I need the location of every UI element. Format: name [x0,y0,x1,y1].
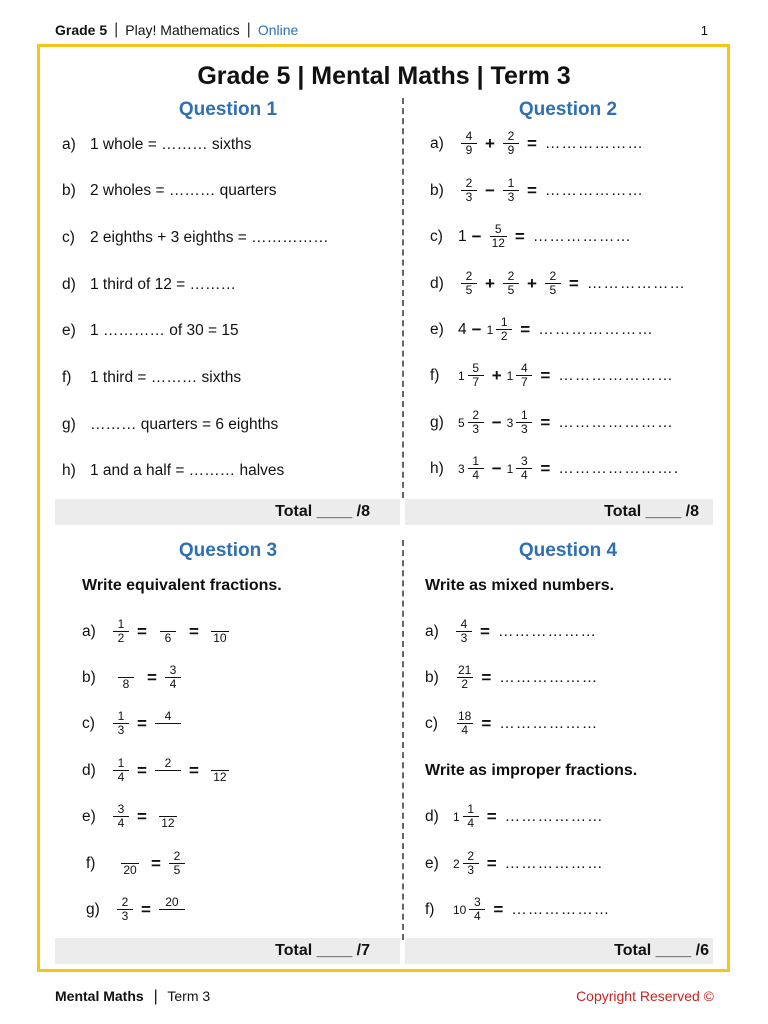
q1-total: Total ____ /8 [55,499,400,525]
operator: + [526,273,537,293]
numerator: 2 [164,756,172,770]
answer-blank: ……………… [544,181,644,199]
denominator: 4 [113,770,129,784]
numerator: 4 [460,617,468,631]
numerator: 4 [164,709,172,723]
fraction [456,664,473,691]
q4-item-e [425,850,604,877]
numerator: 1 [507,176,515,190]
whole-part: 1 [486,322,494,337]
item-label: h) [430,459,444,477]
item-label: e) [82,807,96,825]
denominator: 12 [161,816,175,830]
item-label: f) [86,854,96,872]
q1-item-g [62,416,278,434]
numerator: 2 [507,129,515,143]
numerator: 2 [467,849,475,863]
header-separator: | [114,21,119,38]
fraction [155,618,181,645]
question-3-heading: Question 3 [178,540,278,561]
item-label: b) [425,668,439,686]
numerator: 20 [165,895,179,909]
equals-sign: = [188,760,199,780]
q1-item-b [62,182,277,200]
item-label: b) [62,182,76,199]
item-label: d) [62,276,76,293]
numerator: 3 [474,895,481,909]
q2-item-g [430,409,674,436]
equals-sign: = [514,226,525,246]
denominator: 4 [469,909,485,923]
item-text: ……… quarters = 6 eighths [90,416,279,433]
numerator: 18 [458,709,472,723]
item-label: a) [82,622,96,640]
item-label: d) [82,761,96,779]
equals-sign: = [526,133,537,153]
item-label: f) [62,369,72,386]
q1-item-c [62,229,329,247]
q4-item-c [425,710,598,737]
operator: − [491,412,502,432]
q2-item-f [430,362,674,389]
numerator: 4 [465,129,473,143]
numerator: 3 [520,454,528,468]
item-label: g) [86,900,100,918]
answer-blank: ……………… [504,854,604,872]
denominator-blank [155,770,181,784]
denominator: 3 [117,909,133,923]
numerator-blank [113,664,139,677]
item-label: g) [430,413,444,431]
mixed-number [453,896,488,923]
equals-sign: = [480,621,490,641]
fraction [165,664,181,691]
numerator: 1 [117,756,125,770]
denominator: 4 [165,677,181,691]
equals-sign: = [481,667,492,687]
item-label: g) [62,416,76,433]
numerator: 1 [467,802,475,816]
equals-sign: = [147,667,157,687]
item-text: 1 third = ……… sixths [90,369,242,386]
item-label: a) [430,134,444,152]
fraction [207,618,233,645]
denominator: 4 [463,816,479,830]
equals-sign: = [188,621,199,641]
denominator: 7 [516,375,532,389]
item-text: 2 eighths + 3 eighths = …………… [90,229,329,246]
column-divider [402,540,404,940]
header-grade: Grade 5 [55,22,108,38]
fraction [468,455,484,482]
numerator: 2 [465,269,473,283]
denominator: 3 [503,190,519,204]
footer-title: Mental Maths [55,988,144,1004]
operator: − [471,319,482,339]
operator: − [485,180,495,200]
fraction [155,803,181,830]
fraction [117,896,133,923]
mixed-number [453,803,482,830]
denominator: 8 [118,677,134,691]
denominator: 5 [461,283,477,297]
numerator: 3 [169,663,177,677]
whole-part: 1 [453,809,460,824]
q2-item-a [430,130,644,157]
q2-item-b [430,177,644,204]
q2-total: Total ____ /8 [405,499,713,525]
equals-sign: = [526,180,537,200]
fraction [468,362,484,389]
numerator: 4 [520,361,528,375]
numerator-blank [207,757,233,770]
fraction [113,803,129,830]
footer-separator: | [153,988,158,1005]
operator: − [491,458,502,478]
question-2-heading: Question 2 [518,99,618,120]
q3-item-c [82,710,184,737]
fraction [117,850,143,877]
q3-instruction: Write equivalent fractions. [82,577,282,594]
fraction [468,409,484,436]
mixed-number [507,455,536,482]
equals-sign: = [137,621,147,641]
mixed-number [458,409,487,436]
mixed-number [487,316,516,343]
answer-blank: ……………… [511,900,611,918]
fraction [155,710,181,737]
item-label: h) [62,462,76,479]
numerator: 1 [500,315,508,329]
denominator: 5 [545,283,561,297]
q1-item-e [62,322,239,340]
mixed-number [453,850,482,877]
q3-item-f [86,850,188,877]
q4-total: Total ____ /6 [405,938,713,964]
whole-number: 1 [458,227,467,245]
denominator: 3 [461,190,477,204]
denominator: 4 [457,723,473,737]
operator: + [485,273,495,293]
q3-total: Total ____ /7 [55,938,400,964]
page-footer [55,988,210,1006]
whole-part: 1 [506,461,514,476]
fraction [113,710,129,737]
equals-sign: = [520,319,531,339]
equals-sign: = [141,899,151,919]
whole-part: 1 [506,368,514,383]
denominator: 10 [213,631,227,645]
fraction [503,270,519,297]
answer-blank: ……………… [499,714,599,732]
mixed-number [458,362,487,389]
denominator: 6 [160,631,176,645]
q4-instruction-mixed: Write as mixed numbers. [425,577,615,594]
q1-item-a [62,136,252,154]
denominator: 12 [213,770,227,784]
fraction [516,362,532,389]
whole-part: 3 [506,415,514,430]
q4-item-b [425,664,598,691]
numerator: 2 [121,895,129,909]
answer-blank: ……………… [586,274,686,292]
numerator: 2 [173,849,181,863]
item-label: c) [82,714,95,732]
item-label: c) [430,227,443,245]
operator: + [491,365,502,385]
denominator: 4 [113,816,129,830]
denominator: 7 [468,375,484,389]
denominator: 5 [503,283,519,297]
page-number: 1 [700,22,708,38]
denominator: 4 [516,468,532,482]
answer-blank: ………………… [558,413,674,431]
denominator: 3 [468,422,484,436]
q4-item-f [425,896,610,923]
denominator: 2 [496,329,512,343]
denominator-blank [155,723,181,737]
denominator: 9 [461,143,477,157]
equals-sign: = [137,760,147,780]
fraction [516,455,532,482]
q3-item-g [86,896,188,923]
item-label: e) [425,854,439,872]
numerator: 5 [472,361,480,375]
denominator: 3 [516,422,532,436]
equals-sign: = [486,853,497,873]
fraction [469,896,485,923]
item-text: 2 wholes = ……… quarters [90,182,277,199]
numerator: 2 [549,269,557,283]
page-header [55,20,708,40]
numerator-blank [155,618,181,631]
numerator: 5 [494,222,502,236]
numerator-blank [207,618,233,631]
numerator: 1 [472,454,480,468]
q2-item-e [430,316,654,343]
item-label: e) [430,320,444,338]
q3-item-e [82,803,184,830]
fraction [461,130,477,157]
fraction [155,757,181,784]
denominator: 9 [503,143,519,157]
fraction [461,270,477,297]
answer-blank: ……………… [497,622,597,640]
footer-term: Term 3 [167,988,211,1004]
fraction [456,618,472,645]
copyright-notice: Copyright Reserved © [576,988,714,1004]
q4-item-d [425,803,604,830]
fraction [159,896,185,923]
mixed-number [507,362,536,389]
fraction [113,618,129,645]
equals-sign: = [137,713,147,733]
header-brand: Play! Mathematics [125,22,240,38]
numerator-blank [117,850,143,863]
numerator: 2 [465,176,473,190]
item-label: c) [62,229,75,246]
whole-part: 3 [458,461,465,476]
equals-sign: = [151,853,161,873]
q3-item-a [82,618,236,645]
numerator: 1 [117,617,125,631]
denominator: 3 [456,631,472,645]
item-label: f) [425,900,435,918]
fraction [516,409,532,436]
answer-blank: ……………… [544,134,644,152]
numerator: 3 [117,802,125,816]
numerator: 1 [520,408,528,422]
whole-number: 4 [458,320,467,338]
answer-blank: …………………. [558,459,680,477]
item-text: 1 whole = ……… sixths [90,136,252,153]
q1-item-h [62,462,284,480]
whole-part: 1 [458,368,465,383]
fraction [456,710,473,737]
equals-sign: = [540,458,551,478]
equals-sign: = [486,806,497,826]
column-divider [402,98,404,498]
equals-sign: = [540,412,551,432]
equals-sign: = [493,899,504,919]
item-label: e) [62,322,76,339]
answer-blank: ……………… [504,807,604,825]
item-label: d) [425,807,439,825]
fraction [461,177,477,204]
q1-item-f [62,369,241,387]
denominator: 20 [123,863,137,877]
question-4-heading: Question 4 [518,540,618,561]
item-text: 1 ………… of 30 = 15 [90,322,239,339]
equals-sign: = [540,365,551,385]
item-label: f) [430,366,440,384]
fraction [496,316,512,343]
numerator-blank [155,803,181,816]
fraction [113,664,139,691]
q3-item-b [82,664,184,691]
denominator: 12 [491,236,505,250]
answer-blank: ………………… [538,320,654,338]
q4-item-a [425,618,597,645]
mixed-number [458,455,487,482]
q2-item-d [430,270,686,297]
operator: + [485,133,495,153]
equals-sign: = [481,713,492,733]
denominator: 2 [113,631,129,645]
operator: − [471,226,482,246]
whole-part: 2 [453,856,460,871]
fraction [463,850,479,877]
equals-sign: = [137,806,147,826]
item-text: 1 and a half = ……… halves [90,462,285,479]
item-label: a) [425,622,439,640]
item-label: d) [430,274,444,292]
q2-item-c [430,223,632,250]
denominator: 4 [468,468,484,482]
fraction [463,803,479,830]
denominator: 5 [169,863,185,877]
mixed-number [507,409,536,436]
denominator: 3 [113,723,129,737]
q3-item-d [82,757,236,784]
whole-part: 5 [458,415,465,430]
denominator-blank [159,909,185,923]
worksheet-title: Grade 5 | Mental Maths | Term 3 [197,62,571,90]
fraction [503,177,519,204]
item-label: b) [430,181,444,199]
numerator: 2 [507,269,515,283]
q4-instruction-improper: Write as improper fractions. [425,762,638,779]
q1-item-d [62,276,236,294]
item-text: 1 third of 12 = ……… [90,276,237,293]
fraction [207,757,233,784]
denominator: 2 [457,677,473,691]
answer-blank: ……………… [499,668,599,686]
fraction [545,270,561,297]
question-1-heading: Question 1 [178,99,278,120]
header-online-link[interactable]: Online [257,22,299,38]
answer-blank: ……………… [532,227,632,245]
numerator: 1 [117,709,125,723]
denominator: 3 [463,863,479,877]
answer-blank: ………………… [558,366,674,384]
item-label: b) [82,668,96,686]
fraction [169,850,185,877]
equals-sign: = [568,273,579,293]
numerator: 2 [472,408,480,422]
q2-item-h [430,455,679,482]
fraction [490,223,507,250]
numerator: 21 [458,663,472,677]
fraction [113,757,129,784]
whole-part: 10 [453,902,467,917]
item-label: a) [62,136,76,153]
item-label: c) [425,714,438,732]
header-separator: | [246,21,251,38]
fraction [503,130,519,157]
